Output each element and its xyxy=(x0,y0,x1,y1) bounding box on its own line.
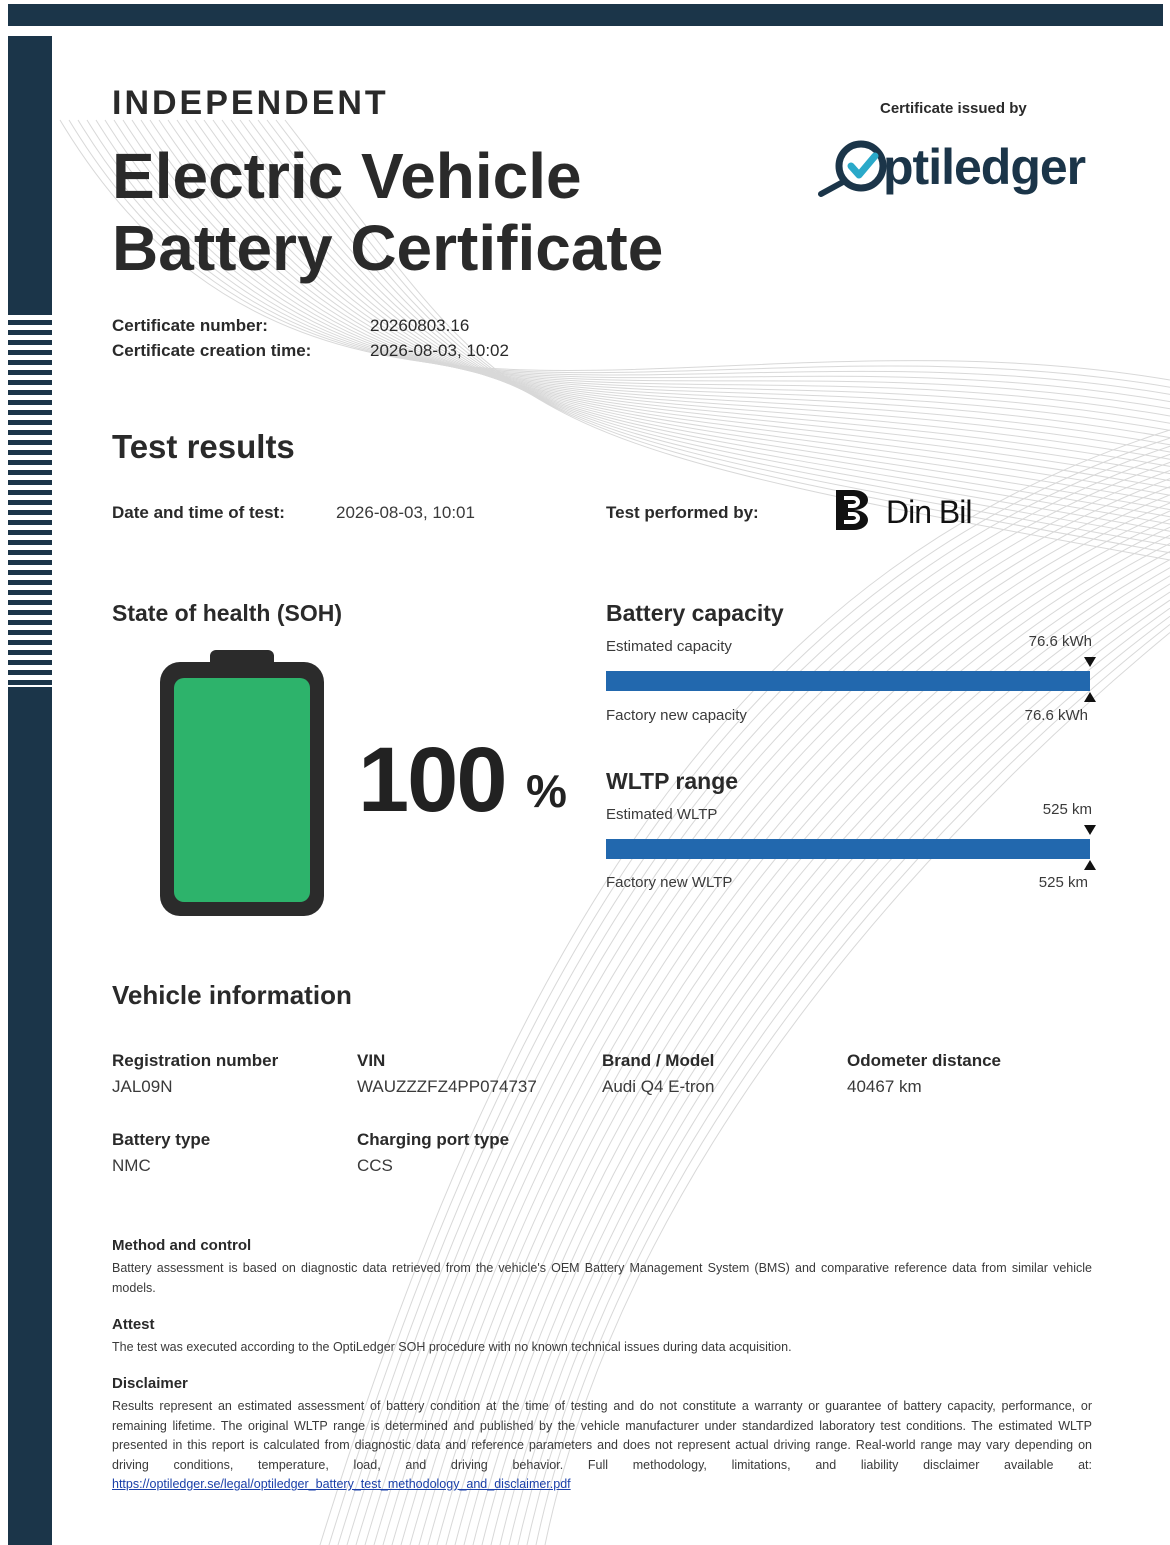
certificate-creation-label: Certificate creation time: xyxy=(112,341,312,360)
registration-value: JAL09N xyxy=(112,1077,173,1096)
certificate-number-value: 20260803.16 xyxy=(370,316,470,335)
battery-fill xyxy=(174,678,310,902)
din-bil-wordmark: Din Bil xyxy=(886,494,972,530)
estimated-capacity-label: Estimated capacity xyxy=(606,638,732,655)
charging-port-value: CCS xyxy=(357,1156,393,1175)
test-date-label: Date and time of test: xyxy=(112,503,285,522)
estimated-wltp-value: 525 km xyxy=(1042,801,1092,818)
capacity-bar xyxy=(606,671,1090,691)
left-stripe-pattern xyxy=(8,315,52,687)
certificate-kicker: INDEPENDENT xyxy=(112,84,389,122)
vin-value: WAUZZZFZ4PP074737 xyxy=(357,1077,537,1096)
left-border-bar xyxy=(8,36,52,1545)
din-bil-mark-icon xyxy=(834,488,870,532)
background-wave-line xyxy=(213,120,1170,1545)
estimated-capacity-marker xyxy=(1084,657,1096,667)
soh-heading: State of health (SOH) xyxy=(112,600,343,626)
factory-wltp-marker xyxy=(1084,860,1096,870)
estimated-capacity-value: 76.6 kWh xyxy=(1028,633,1092,650)
battery-level-icon xyxy=(156,648,328,920)
soh-value: 100 xyxy=(358,729,506,831)
estimated-wltp-marker xyxy=(1084,825,1096,835)
title-line-2: Battery Certificate xyxy=(112,212,664,284)
attest-heading: Attest xyxy=(112,1316,155,1333)
optiledger-logo xyxy=(815,136,1095,202)
title-line-1: Electric Vehicle xyxy=(112,140,582,212)
disclaimer-text: Results represent an estimated assessment of battery condition at the time of testing and do not constitute a warranty or guarantee of battery capacity, performance, or remaining lifetime. The original WLTP range is determined and published by the vehicle manufacturer under standardized laboratory test conditions. The estimated WLTP presented in this report is calculated from diagnostic data and reference parameters and does not represent actual driving range. Real-world range may vary depending on driving conditions, temperature, load, and driving behavior. Full methodology, limitations, and liability disclaimer available at: xyxy=(112,1399,1092,1472)
estimated-wltp-label: Estimated WLTP xyxy=(606,806,718,823)
top-border-bar xyxy=(8,4,1163,26)
brand-model-value: Audi Q4 E-tron xyxy=(602,1077,715,1096)
odometer-value: 40467 km xyxy=(847,1077,922,1096)
factory-wltp-value: 525 km xyxy=(1038,874,1088,891)
attest-text: The test was executed according to the OptiLedger SOH procedure with no known technical issues during data acquisition. xyxy=(112,1340,792,1354)
charging-port-label: Charging port type xyxy=(357,1130,510,1149)
din-bil-logo xyxy=(834,488,994,536)
battery-capacity-heading: Battery capacity xyxy=(606,600,784,626)
factory-capacity-value: 76.6 kWh xyxy=(1024,707,1088,724)
optiledger-wordmark: ptiledger xyxy=(883,139,1086,195)
certificate-title xyxy=(112,140,663,284)
wltp-heading: WLTP range xyxy=(606,768,739,794)
issued-by-label: Certificate issued by xyxy=(880,100,1027,117)
factory-capacity-marker xyxy=(1084,692,1096,702)
capacity-bar-fill xyxy=(606,671,1090,691)
test-date-value: 2026-08-03, 10:01 xyxy=(336,503,475,522)
registration-label: Registration number xyxy=(112,1051,279,1070)
factory-wltp-label: Factory new WLTP xyxy=(606,874,733,891)
wltp-bar-fill xyxy=(606,839,1090,859)
certificate-creation-value: 2026-08-03, 10:02 xyxy=(370,341,509,360)
vin-label: VIN xyxy=(357,1051,386,1070)
methodology-disclaimer-link[interactable]: https://optiledger.se/legal/optiledger_battery_test_methodology_and_disclaimer.pdf xyxy=(112,1477,571,1491)
brand-model-label: Brand / Model xyxy=(602,1051,715,1070)
wltp-bar xyxy=(606,839,1090,859)
odometer-label: Odometer distance xyxy=(847,1051,1001,1070)
test-results-heading: Test results xyxy=(112,428,295,465)
disclaimer-heading: Disclaimer xyxy=(112,1375,188,1392)
soh-unit: % xyxy=(526,765,567,817)
certificate-number-label: Certificate number: xyxy=(112,316,268,335)
test-performed-label: Test performed by: xyxy=(606,503,759,522)
factory-capacity-label: Factory new capacity xyxy=(606,707,747,724)
background-wave-line xyxy=(204,120,1170,1545)
battery-type-value: NMC xyxy=(112,1156,151,1175)
vehicle-info-heading: Vehicle information xyxy=(112,980,352,1010)
method-heading: Method and control xyxy=(112,1237,252,1254)
background-wave-line xyxy=(195,120,1170,1545)
disclaimer-paragraph xyxy=(112,1397,1092,1495)
background-wave-line xyxy=(186,120,1170,1545)
method-text: Battery assessment is based on diagnostic data retrieved from the vehicle's OEM Battery Management System (BMS) and comparative reference data from similar vehicle models. xyxy=(112,1261,1092,1295)
battery-type-label: Battery type xyxy=(112,1130,211,1149)
